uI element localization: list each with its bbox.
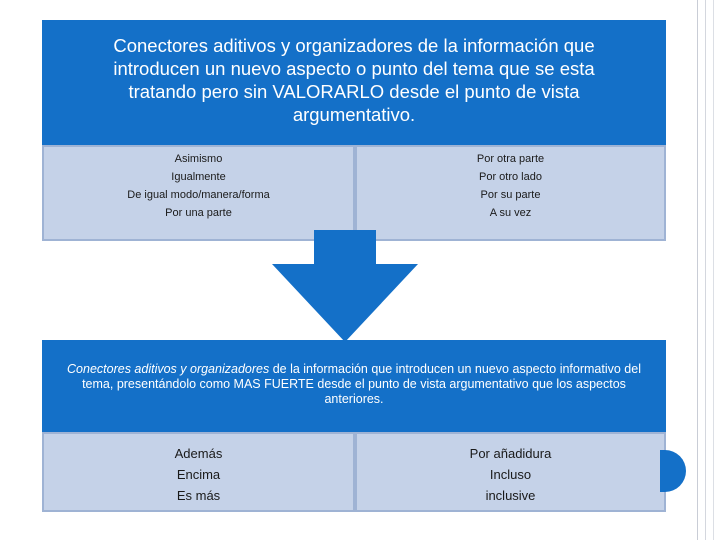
bottom-box-title: [52, 362, 656, 407]
page-frame-line: [705, 0, 706, 540]
bottom-right-cell: [355, 432, 666, 512]
connector-item: De igual modo/manera/forma: [127, 189, 270, 201]
connector-item: Por añadidura: [469, 446, 552, 461]
connector-item: Además: [174, 446, 223, 461]
connector-item: Por otra parte: [476, 153, 545, 165]
connector-item: Por una parte: [165, 207, 232, 219]
connector-item: Es más: [176, 488, 221, 503]
down-arrow-icon: [272, 230, 418, 342]
top-box-title: Conectores aditivos y organizadores de la información que introducen un nuevo aspecto o punto del tema que se esta tratando pero sin VALORARLO desde el punto de vista argumentativo.: [113, 35, 595, 125]
page-frame-line: [697, 0, 698, 540]
connector-item: Encima: [176, 467, 221, 482]
bottom-title-rest: de la información que introducen un nuevo aspecto informativo del tema, presentándolo como MAS FUERTE desde el punto de vista argumentativo que los aspectos anteriores.: [82, 362, 641, 406]
bottom-left-cell: [42, 432, 355, 512]
decorative-circle: [660, 450, 686, 492]
top-left-cell: [42, 145, 355, 241]
connector-item: Igualmente: [171, 171, 226, 183]
connector-item: A su vez: [489, 207, 532, 219]
connector-item: Por otro lado: [479, 171, 542, 183]
page-frame-line: [713, 0, 714, 540]
top-connector-box: [42, 20, 666, 232]
connector-item: inclusive: [485, 488, 536, 503]
connector-item: Por su parte: [480, 189, 541, 201]
connector-item: Incluso: [489, 467, 532, 482]
bottom-connector-box: [42, 340, 666, 512]
top-right-cell: [355, 145, 666, 241]
bottom-title-italic: Conectores aditivos y organizadores: [67, 362, 270, 376]
connector-item: Asimismo: [174, 153, 223, 165]
